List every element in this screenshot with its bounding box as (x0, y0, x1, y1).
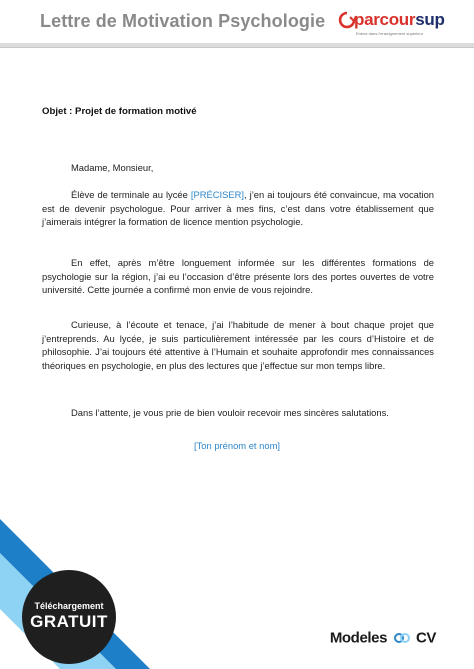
modelescv-brand (330, 629, 436, 651)
paragraph-1-end: , j’en ai toujours été convaincue, ma vocation est de devenir psychologue. Pour arriver à mes fins, c’est dans votre établissement que j’aimerais intégrer la formation de licence mention psychologie. (42, 189, 434, 227)
letter-salutation: Madame, Monsieur, (71, 162, 154, 173)
free-download-badge[interactable] (22, 570, 116, 664)
logo-part2: sup (415, 10, 445, 29)
school-placeholder: [PRÉCISER] (190, 189, 244, 200)
paragraph-1 (42, 188, 434, 229)
paragraph-4: Dans l’attente, je vous prie de bien vouloir recevoir mes sincères salutations. (71, 407, 389, 418)
letter-subject: Objet : Projet de formation motivé (42, 106, 197, 117)
badge-line2: GRATUIT (30, 612, 108, 631)
paragraph-3: Curieuse, à l’écoute et tenace, j’ai l’habitude de mener à bout chaque projet que j’entreprends. Au lycée, je suis particulièrement intéressée par les cours d’Histoire et de philosophie. J’ai toujours été attentive à l’Humain et souhaite approfondir mes connaissances théoriques en psychologie, en plus des lectures que j’effectue sur mon temps libre. (42, 319, 434, 371)
paragraph-2: En effet, après m’être longuement informée sur les différentes formations de psychologie sur la région, j’ai eu l’occasion d’être présente lors des portes ouvertes de votre université. Cette journée a confirmé mon envie de vous rejoindre. (42, 257, 434, 295)
header-divider (0, 43, 474, 48)
brand-part1: Modeles (329, 629, 388, 647)
page-title: Lettre de Motivation Psychologie (40, 11, 326, 31)
logo-tagline: Entrez dans l'enseignement supérieur (356, 31, 424, 36)
paragraph-1-start: Élève de terminale au lycée (71, 189, 191, 200)
logo-part1: parcour (354, 10, 416, 29)
signature-placeholder: [Ton prénom et nom] (194, 440, 280, 451)
brand-part2: CV (415, 629, 436, 647)
link-icon (393, 632, 411, 644)
parcoursup-logo (338, 9, 456, 41)
logo-wordmark (354, 10, 445, 30)
badge-line1: Téléchargement (34, 601, 104, 611)
